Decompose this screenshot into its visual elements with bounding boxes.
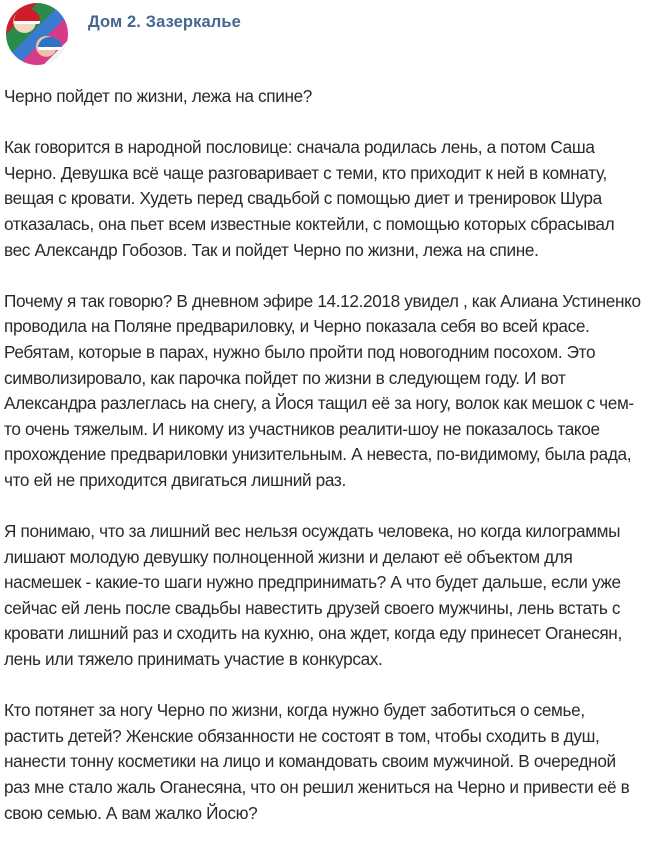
text-line: растить детей? Женские обязанности не состоят в том, чтобы сходить в душ, <box>4 725 600 746</box>
post-headline <box>4 84 668 110</box>
text-line: нанести тонну косметики на лицо и командовать своим мужчиной. В очередной <box>4 751 616 772</box>
text-line: кровати лишний раз и сходить на кухню, она ждет, когда еду принесет Оганесян, <box>4 623 622 644</box>
text-line: вес Александр Гобозов. Так и пойдет Черно по жизни, лежа на спине. <box>4 239 539 260</box>
text-line: лень или тяжело принимать участие в конкурсах. <box>4 649 383 670</box>
text-line: что ей не приходится двигаться лишний раз. <box>4 469 346 490</box>
text-line: отказалась, она пьет всем известные коктейли, с помощью которых сбрасывал <box>4 213 615 234</box>
text-line: насмешек - какие-то шаги нужно предпринимать? А что будет дальше, если уже <box>4 572 621 593</box>
text-line: лишают молодую девушку полноценной жизни и делают её объектом для <box>4 546 573 567</box>
post-paragraph <box>4 289 668 494</box>
santa-hat-icon <box>38 37 62 50</box>
group-avatar[interactable] <box>6 3 68 65</box>
post-paragraph <box>4 519 668 673</box>
text-line: Черно пойдет по жизни, лежа на спине? <box>4 86 313 106</box>
text-line: Черно. Девушка всё чаще разговаривает с теми, кто приходит к ней в комнату, <box>4 162 607 183</box>
text-line: Александра разлеглась на снегу, а Йося тащил её за ногу, волок как мешок с чем- <box>4 393 634 414</box>
text-line: Я понимаю, что за лишний вес нельзя осуждать человека, но когда килограммы <box>4 521 621 542</box>
post-text <box>4 84 668 852</box>
text-line: символизировало, как парочка пойдет по жизни в следующем году. И вот <box>4 367 566 388</box>
text-line: Ребятам, которые в парах, нужно было пройти под новогодним посохом. Это <box>4 341 596 362</box>
group-name-link[interactable]: Дом 2. Зазеркалье <box>88 13 241 31</box>
post-paragraph <box>4 135 668 263</box>
text-line: проводила на Поляне предвариловку, и Черно показала себя во всей красе. <box>4 316 590 337</box>
santa-hat-icon <box>14 9 40 24</box>
text-line: Как говорится в народной пословице: сначала родилась лень, а потом Саша <box>4 137 595 158</box>
text-line: прохождение предвариловки унизительным. А невеста, по-видимому, была рада, <box>4 444 632 465</box>
text-line: вещая с кровати. Худеть перед свадьбой с помощью диет и тренировок Шура <box>4 188 602 209</box>
text-line: сейчас ей лень после свадьбы навестить друзей своего мужчины, лень встать с <box>4 597 621 618</box>
text-line: раз мне стало жаль Оганесяна, что он решил жениться на Черно и привести её в <box>4 777 630 798</box>
text-line: Почему я так говорю? В дневном эфире 14.12.2018 увидел , как Алиана Устиненко <box>4 290 641 311</box>
text-line: Кто потянет за ногу Черно по жизни, когда нужно будет заботиться о семье, <box>4 700 585 721</box>
text-line: то очень тяжелым. И никому из участников реалити-шоу не показалось такое <box>4 418 600 439</box>
post-paragraph <box>4 698 668 826</box>
text-line: свою семью. А вам жалко Йосю? <box>4 802 258 823</box>
post-header <box>0 0 670 70</box>
